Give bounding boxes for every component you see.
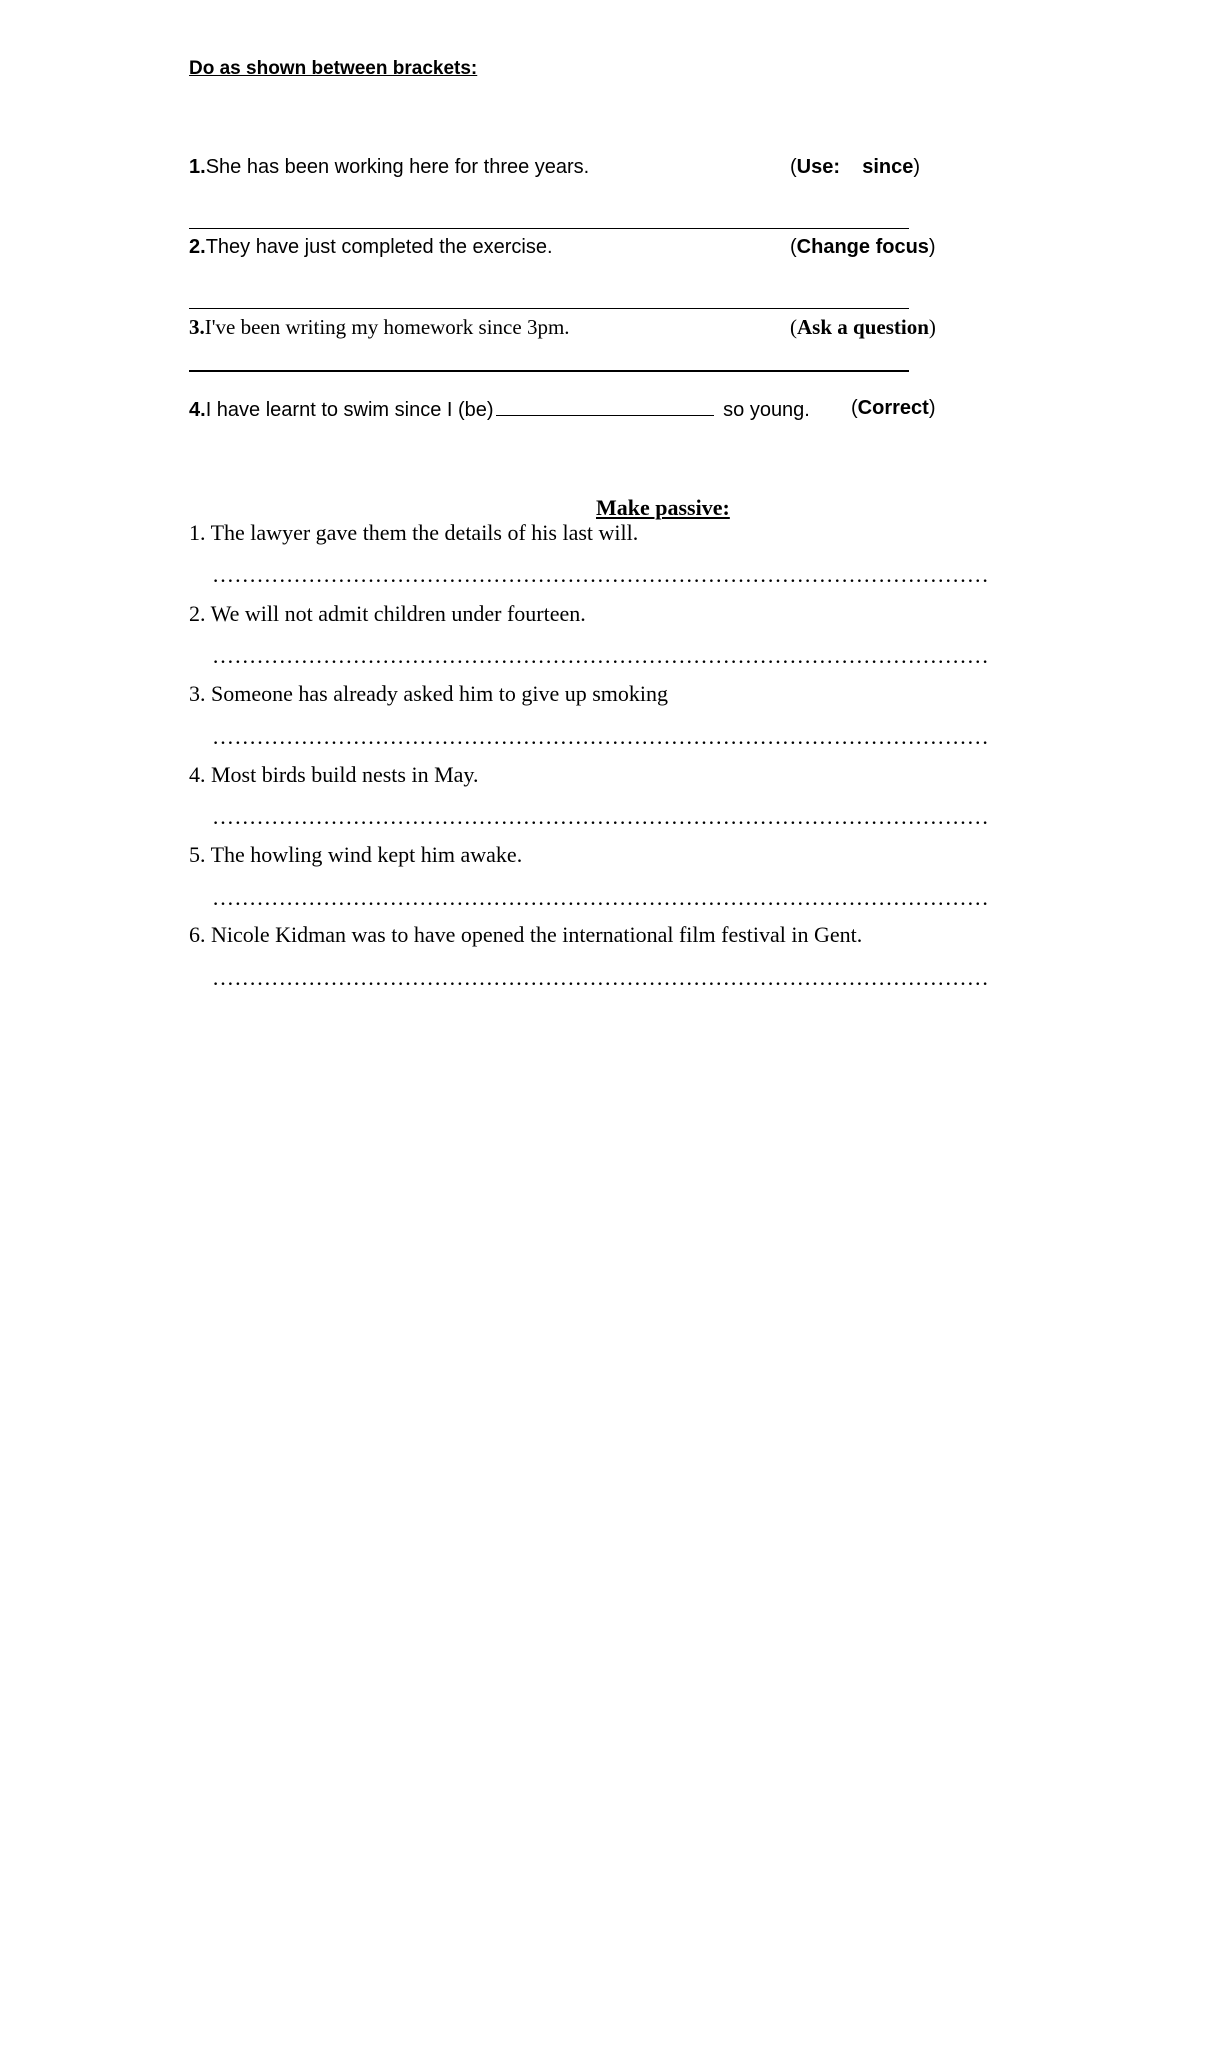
question-text: They have just completed the exercise. xyxy=(205,236,553,258)
passive-item-1: 1. The lawyer gave them the details of his last will. xyxy=(189,520,639,545)
passive-item-5: 5. The howling wind kept him awake. xyxy=(189,842,523,867)
question-1 xyxy=(189,156,589,179)
question-text: She has been working here for three years. xyxy=(205,156,590,178)
passive-item-4: 4. Most birds build nests in May. xyxy=(189,762,479,787)
passive-item-3: 3. Someone has already asked him to give up smoking xyxy=(189,681,669,706)
instruction-text: Use: since xyxy=(796,156,914,178)
question-number: 4. xyxy=(189,399,206,421)
instruction-text: Ask a question xyxy=(797,315,929,339)
answer-dots-6: …………………………………………………………………………………………… xyxy=(212,965,989,990)
instruction-text: Change focus xyxy=(796,236,929,258)
answer-dots-5: …………………………………………………………………………………………… xyxy=(212,885,989,910)
answer-line-3 xyxy=(189,370,909,372)
question-text: I've been writing my homework since 3pm. xyxy=(204,315,570,339)
question-2 xyxy=(189,236,553,259)
instruction-2: (Change focus) xyxy=(790,236,936,258)
answer-dots-1: …………………………………………………………………………………………… xyxy=(212,562,989,587)
instruction-4: (Correct) xyxy=(851,397,936,419)
instruction-1: (Use: since) xyxy=(790,156,921,178)
answer-dots-4: …………………………………………………………………………………………… xyxy=(212,804,989,829)
instruction-text: Correct xyxy=(857,397,929,419)
instruction-3: (Ask a question) xyxy=(790,315,936,339)
question-number: 1. xyxy=(189,156,206,178)
fill-in-blank xyxy=(496,397,714,416)
passive-item-2: 2. We will not admit children under fourteen. xyxy=(189,601,586,626)
question-3 xyxy=(189,315,570,340)
answer-dots-3: …………………………………………………………………………………………… xyxy=(212,724,989,749)
answer-line-2 xyxy=(189,308,909,309)
question-text-before: I have learnt to swim since I (be) xyxy=(205,399,494,421)
passive-item-6: 6. Nicole Kidman was to have opened the international film festival in Gent. xyxy=(189,922,863,947)
question-4 xyxy=(189,397,810,422)
section-title: Make passive: xyxy=(596,495,730,520)
question-text-after: so young. xyxy=(717,399,810,421)
answer-line-1 xyxy=(189,228,909,229)
section-heading: Do as shown between brackets: xyxy=(189,58,478,79)
question-number: 3. xyxy=(189,315,205,339)
answer-dots-2: …………………………………………………………………………………………… xyxy=(212,643,989,668)
question-number: 2. xyxy=(189,236,206,258)
